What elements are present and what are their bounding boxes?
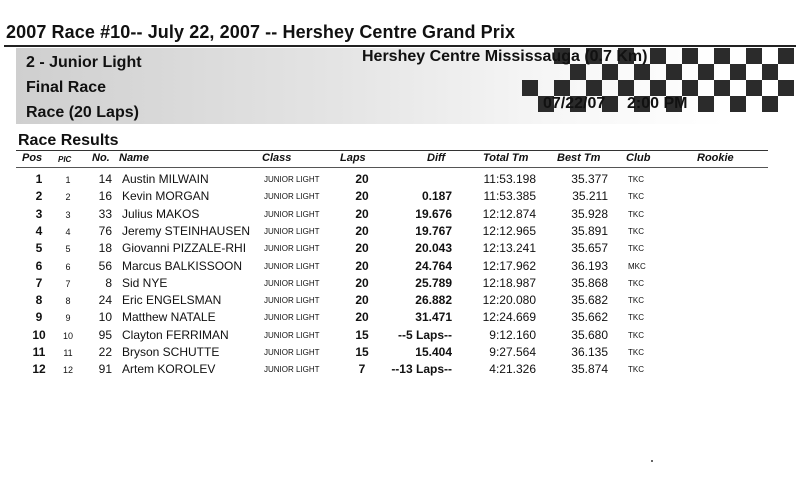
cell-laps: 20 (355, 310, 369, 325)
cell-name: Jeremy STEINHAUSEN (122, 223, 251, 238)
cell-number: 33 (98, 206, 112, 221)
cell-total-time: 12:13.241 (482, 241, 536, 256)
checker-square (762, 64, 778, 80)
cell-diff: 0.187 (421, 189, 452, 204)
cell-best-time: 35.657 (571, 241, 608, 256)
cell-pic: 6 (65, 261, 71, 272)
title-divider (4, 45, 796, 47)
table-row (0, 241, 800, 258)
table-row (0, 328, 800, 345)
cell-number: 76 (98, 223, 112, 238)
cell-class: JUNIOR LIGHT (264, 261, 320, 271)
checker-square (602, 64, 618, 80)
cell-class: JUNIOR LIGHT (264, 209, 320, 219)
col-header-rookie: Rookie (697, 152, 734, 164)
checker-square (522, 80, 538, 96)
cell-pos: 12 (32, 362, 46, 377)
cell-pos: 3 (35, 206, 43, 221)
checker-square (746, 80, 762, 96)
cell-pic: 9 (65, 313, 71, 324)
cell-total-time: 12:20.080 (482, 293, 536, 308)
cell-number: 24 (98, 293, 112, 308)
checker-square (698, 96, 714, 112)
col-header-total: Total Tm (483, 152, 529, 164)
cell-diff: 26.882 (415, 293, 452, 308)
cell-club: TKC (628, 192, 644, 202)
race-date: 07/22/07 (543, 95, 606, 112)
cell-total-time: 11:53.198 (483, 172, 536, 186)
cell-pic: 2 (65, 192, 71, 203)
checker-square (778, 80, 794, 96)
cell-name: Sid NYE (122, 275, 168, 290)
col-header-name: Name (119, 152, 149, 164)
cell-pos: 2 (35, 189, 43, 204)
checker-square (682, 48, 698, 64)
cell-pic: 3 (65, 209, 71, 220)
cell-diff: 24.764 (415, 258, 452, 273)
checker-square (730, 64, 746, 80)
results-title: Race Results (18, 132, 119, 149)
cell-class: JUNIOR LIGHT (264, 244, 320, 254)
cell-pos: 11 (32, 345, 46, 359)
cell-total-time: 12:18.987 (482, 275, 536, 290)
table-row (0, 362, 800, 379)
checker-square (762, 96, 778, 112)
cell-best-time: 35.662 (571, 310, 608, 325)
cell-class: JUNIOR LIGHT (264, 330, 320, 340)
checker-square (554, 80, 570, 96)
session-label: Final Race (26, 79, 107, 96)
cell-number: 8 (105, 275, 112, 290)
cell-name: Eric ENGELSMAN (122, 293, 222, 308)
cell-number: 14 (98, 172, 112, 186)
cell-pic: 12 (62, 365, 73, 376)
cell-pos: 7 (35, 275, 43, 290)
cell-best-time: 35.377 (571, 172, 608, 186)
cell-laps: 20 (355, 275, 369, 290)
checker-square (714, 80, 730, 96)
cell-total-time: 9:27.564 (489, 345, 536, 359)
cell-number: 95 (98, 327, 112, 342)
cell-class: JUNIOR LIGHT (264, 296, 320, 306)
table-row (0, 310, 800, 327)
cell-pos: 5 (35, 241, 43, 256)
cell-pic: 7 (65, 278, 71, 289)
cell-laps: 20 (355, 189, 369, 204)
col-header-pos: Pos (22, 152, 43, 164)
cell-number: 91 (98, 362, 112, 377)
checker-square (666, 64, 682, 80)
cell-class: JUNIOR LIGHT (264, 226, 320, 236)
cell-total-time: 9:12.160 (489, 327, 536, 342)
cell-diff: --5 Laps-- (398, 327, 452, 342)
table-row (0, 207, 800, 224)
cell-club: TKC (628, 209, 644, 219)
checker-square (618, 80, 634, 96)
cell-class: JUNIOR LIGHT (264, 313, 320, 323)
cell-laps: 7 (358, 362, 366, 377)
cell-laps: 20 (355, 206, 369, 221)
cell-pic: 10 (62, 330, 73, 341)
cell-total-time: 12:17.962 (482, 258, 536, 273)
checker-square (698, 64, 714, 80)
checker-square (570, 64, 586, 80)
cell-class: JUNIOR LIGHT (264, 175, 320, 184)
cell-club: TKC (628, 226, 644, 236)
checker-square (634, 64, 650, 80)
col-header-diff: Diff (427, 152, 446, 164)
header-divider (16, 167, 768, 168)
cell-pos: 9 (35, 310, 43, 325)
col-header-pic: PIC (58, 155, 72, 164)
cell-name: Bryson SCHUTTE (122, 345, 220, 359)
cell-diff: 19.767 (415, 223, 452, 238)
cell-class: JUNIOR LIGHT (264, 278, 320, 288)
cell-club: TKC (628, 296, 644, 306)
checker-square (730, 96, 746, 112)
cell-club: TKC (628, 365, 644, 375)
cell-class: JUNIOR LIGHT (264, 365, 320, 375)
cell-number: 18 (98, 241, 112, 256)
cell-laps: 20 (355, 172, 369, 186)
table-row (0, 276, 800, 293)
cell-total-time: 11:53.385 (483, 189, 536, 204)
cell-club: TKC (628, 348, 644, 357)
col-header-best: Best Tm (557, 152, 601, 164)
table-row (0, 224, 800, 241)
cell-best-time: 35.680 (571, 327, 608, 342)
table-row (0, 345, 800, 362)
cell-class: JUNIOR LIGHT (264, 348, 320, 357)
cell-pos: 8 (35, 293, 43, 308)
cell-name: Marcus BALKISSOON (122, 258, 243, 273)
cell-pos: 10 (32, 327, 46, 342)
cell-laps: 20 (355, 258, 369, 273)
cell-laps: 15 (355, 327, 369, 342)
scan-speck (651, 460, 653, 462)
checker-square (682, 80, 698, 96)
results-divider (16, 150, 768, 151)
cell-number: 56 (98, 258, 112, 273)
cell-total-time: 12:24.669 (482, 310, 536, 325)
cell-total-time: 4:21.326 (489, 362, 536, 377)
cell-pic: 1 (65, 175, 71, 185)
checker-square (650, 48, 666, 64)
cell-diff: 19.676 (415, 206, 452, 221)
cell-total-time: 12:12.965 (482, 223, 536, 238)
cell-name: Austin MILWAIN (122, 172, 209, 186)
cell-name: Giovanni PIZZALE-RHI (122, 241, 247, 256)
cell-pos: 1 (35, 172, 43, 186)
cell-club: TKC (628, 244, 644, 254)
cell-pos: 4 (35, 223, 43, 238)
cell-club: TKC (628, 313, 644, 323)
cell-best-time: 35.682 (571, 293, 608, 308)
cell-diff: 25.789 (415, 275, 452, 290)
col-header-class: Class (262, 152, 292, 164)
cell-laps: 20 (355, 241, 369, 256)
cell-number: 16 (98, 189, 112, 204)
col-header-club: Club (626, 152, 651, 164)
cell-class: JUNIOR LIGHT (264, 192, 320, 202)
table-row (0, 172, 800, 189)
cell-best-time: 35.874 (571, 362, 608, 377)
cell-name: Julius MAKOS (122, 206, 200, 221)
cell-club: TKC (628, 330, 644, 340)
race-time: 2:00 PM (627, 95, 688, 112)
cell-best-time: 35.211 (572, 189, 608, 204)
col-header-no: No. (92, 152, 110, 164)
cell-name: Matthew NATALE (122, 310, 216, 325)
cell-best-time: 35.868 (571, 275, 608, 290)
checker-square (650, 80, 666, 96)
checker-square (714, 48, 730, 64)
cell-pic: 8 (65, 296, 71, 307)
cell-diff: 20.043 (415, 241, 452, 256)
table-row (0, 259, 800, 276)
cell-club: MKC (628, 261, 646, 271)
cell-best-time: 36.135 (571, 345, 608, 359)
cell-diff: 31.471 (415, 310, 452, 325)
cell-club: TKC (628, 175, 644, 184)
cell-diff: --13 Laps-- (391, 362, 452, 377)
cell-name: Artem KOROLEV (122, 362, 216, 377)
cell-best-time: 35.891 (571, 223, 608, 238)
cell-pos: 6 (35, 258, 43, 273)
track-name: Hershey Centre Mississauga (0.7 Km) (362, 48, 648, 65)
cell-pic: 11 (63, 348, 73, 358)
checker-square (746, 48, 762, 64)
checker-square (778, 48, 794, 64)
cell-pic: 4 (65, 226, 71, 237)
cell-club: TKC (628, 278, 644, 288)
cell-best-time: 35.928 (571, 206, 608, 221)
cell-diff: 15.404 (415, 345, 452, 359)
cell-laps: 20 (355, 293, 369, 308)
cell-total-time: 12:12.874 (482, 206, 536, 221)
table-row (0, 189, 800, 206)
cell-name: Kevin MORGAN (122, 189, 210, 204)
cell-number: 22 (98, 345, 112, 359)
cell-laps: 15 (355, 345, 369, 359)
cell-pic: 5 (65, 244, 71, 255)
cell-laps: 20 (355, 223, 369, 238)
laps-label: Race (20 Laps) (26, 104, 139, 121)
class-label: 2 - Junior Light (26, 54, 142, 71)
table-row (0, 293, 800, 310)
col-header-laps: Laps (340, 152, 366, 164)
cell-number: 10 (98, 310, 112, 325)
cell-best-time: 36.193 (571, 258, 608, 273)
checker-square (586, 80, 602, 96)
page-title: 2007 Race #10-- July 22, 2007 -- Hershey Centre Grand Prix (6, 22, 516, 42)
cell-name: Clayton FERRIMAN (122, 327, 229, 342)
